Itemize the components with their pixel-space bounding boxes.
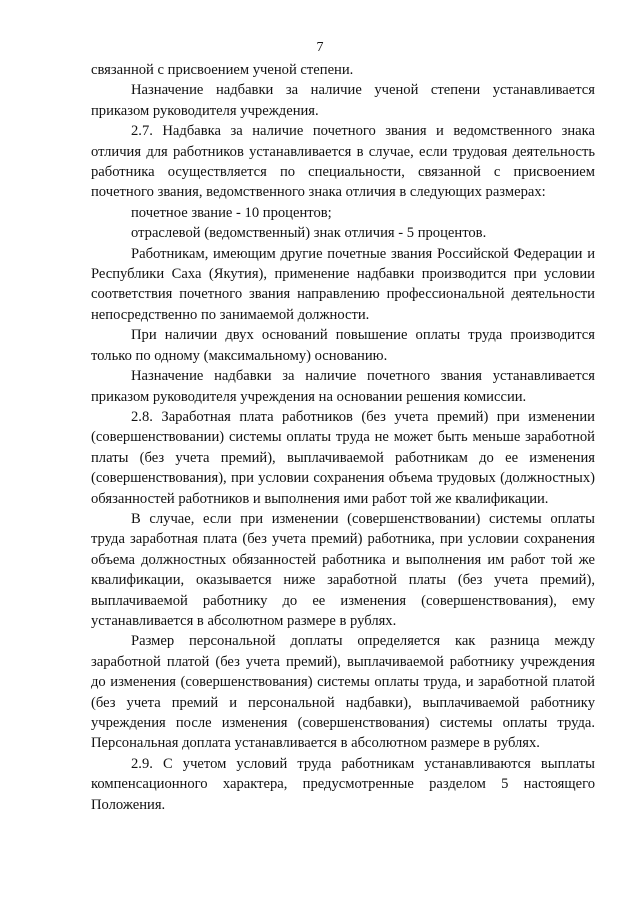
paragraph-section-2-8: 2.8. Заработная плата работников (без учета премий) при изменении (совершенствовании) системы оплаты труда не может быть меньше заработной платы (без учета премий), выплачиваемой работникам до ее изменения (совершенствования), при условии сохранения объема трудовых (должностных) обязанностей работников и выполнения ими работ той же квалификации. <box>91 408 595 507</box>
paragraph-section-2-7: 2.7. Надбавка за наличие почетного звания и ведомственного знака отличия для работников устанавливается в случае, если трудовая деятельность работника осуществляется по специальности, связанной с присвоением почетного звания, ведомственного знака отличия в следующих размерах: <box>91 123 595 201</box>
paragraph-personal-supplement: Размер персональной доплаты определяется как разница между заработной платой (без учета премий), выплачиваемой работнику учреждения до изменения (совершенствования) системы оплаты труда, и заработной платой (без учета премий и персональной надбавки), выплачиваемой работнику учреждения после изменения (совершенствования) системы оплаты труда. Персональная доплата устанавливается в абсолютном размере в рублях. <box>91 633 595 752</box>
paragraph-honorary-title-rate: почетное звание - 10 процентов; <box>131 204 332 221</box>
paragraph-industry-badge-rate: отраслевой (ведомственный) знак отличия - 5 процентов. <box>131 225 487 242</box>
paragraph-lower-salary-case: В случае, если при изменении (совершенствовании) системы оплаты труда заработная плата (без учета премий) работника, при условии сохранения объема должностных обязанностей работника и выполнения им работ той же квалификации, оказывается ниже заработной платы (без учета премий), выплачиваемой работнику до ее изменения (совершенствования), ему устанавливается в абсолютном размере в рублях. <box>91 510 595 629</box>
paragraph-continuation: связанной с присвоением ученой степени. <box>91 62 354 78</box>
paragraph-other-honorary-titles: Работникам, имеющим другие почетные звания Российской Федерации и Республики Саха (Якутия), применение надбавки производится при условии соответствия почетного звания направлению профессиональной деятельности непосредственно по занимаемой должности. <box>91 245 595 323</box>
document-body <box>91 60 595 815</box>
paragraph-two-grounds: При наличии двух оснований повышение оплаты труда производится только по одному (максимальному) основанию. <box>91 327 595 364</box>
paragraph-section-2-9: 2.9. С учетом условий труда работникам устанавливаются выплаты компенсационного характера, предусмотренные разделом 5 настоящего Положения. <box>91 755 595 813</box>
paragraph-honorary-allowance-order: Назначение надбавки за наличие почетного звания устанавливается приказом руководителя учреждения на основании решения комиссии. <box>91 368 595 405</box>
page-number: 7 <box>316 40 324 55</box>
paragraph-degree-allowance-order: Назначение надбавки за наличие ученой степени устанавливается приказом руководителя учреждения. <box>91 82 595 119</box>
